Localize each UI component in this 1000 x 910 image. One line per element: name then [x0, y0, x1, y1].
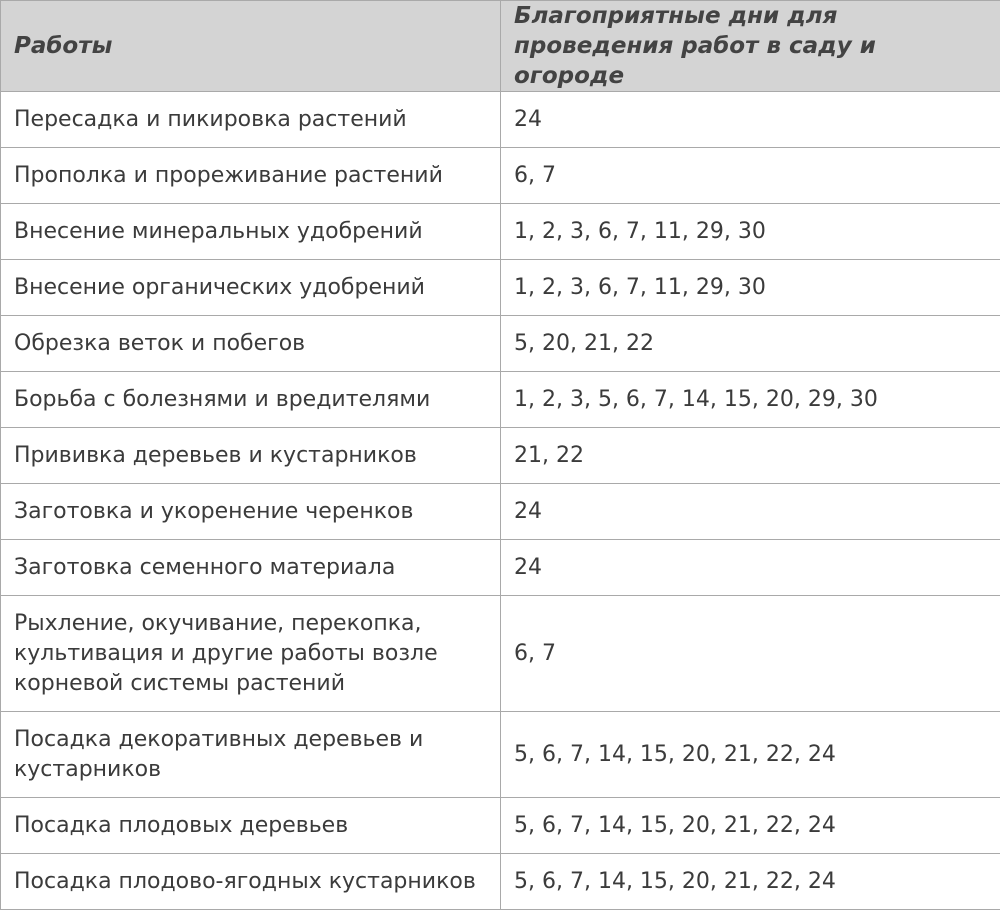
- days-cell: 5, 6, 7, 14, 15, 20, 21, 22, 24: [501, 854, 1000, 910]
- days-cell: 5, 20, 21, 22: [501, 316, 1000, 372]
- days-cell: 6, 7: [501, 596, 1000, 712]
- work-cell: Прививка деревьев и кустарников: [1, 428, 501, 484]
- days-cell: 1, 2, 3, 6, 7, 11, 29, 30: [501, 204, 1000, 260]
- days-cell: 6, 7: [501, 148, 1000, 204]
- work-cell: Рыхление, окучивание, перекопка, культивация и другие работы возле корневой системы растений: [1, 596, 501, 712]
- table-row: [1, 484, 1000, 540]
- work-cell: Обрезка веток и побегов: [1, 316, 501, 372]
- table-row: [1, 540, 1000, 596]
- days-cell: 1, 2, 3, 6, 7, 11, 29, 30: [501, 260, 1000, 316]
- table-row: [1, 148, 1000, 204]
- work-cell: Посадка декоративных деревьев и кустарников: [1, 712, 501, 798]
- table-row: [1, 712, 1000, 798]
- days-cell: 24: [501, 540, 1000, 596]
- table-row: [1, 316, 1000, 372]
- work-cell: Заготовка и укоренение черенков: [1, 484, 501, 540]
- work-cell: Борьба с болезнями и вредителями: [1, 372, 501, 428]
- header-favorable-days: Благоприятные дни для проведения работ в саду и огороде: [501, 1, 1000, 92]
- work-cell: Заготовка семенного материала: [1, 540, 501, 596]
- work-cell: Внесение минеральных удобрений: [1, 204, 501, 260]
- days-cell: 24: [501, 484, 1000, 540]
- table-row: [1, 204, 1000, 260]
- days-cell: 21, 22: [501, 428, 1000, 484]
- header-work: Работы: [1, 1, 501, 92]
- table-row: [1, 260, 1000, 316]
- table-row: [1, 372, 1000, 428]
- table-row: [1, 798, 1000, 854]
- work-cell: Посадка плодово-ягодных кустарников: [1, 854, 501, 910]
- table-row: [1, 428, 1000, 484]
- table-row: [1, 854, 1000, 910]
- table-row: [1, 596, 1000, 712]
- work-cell: Прополка и прореживание растений: [1, 148, 501, 204]
- days-cell: 1, 2, 3, 5, 6, 7, 14, 15, 20, 29, 30: [501, 372, 1000, 428]
- days-cell: 5, 6, 7, 14, 15, 20, 21, 22, 24: [501, 712, 1000, 798]
- table-header-row: [1, 1, 1000, 92]
- work-cell: Внесение органических удобрений: [1, 260, 501, 316]
- table-row: [1, 92, 1000, 148]
- work-cell: Пересадка и пикировка растений: [1, 92, 501, 148]
- work-cell: Посадка плодовых деревьев: [1, 798, 501, 854]
- days-cell: 24: [501, 92, 1000, 148]
- days-cell: 5, 6, 7, 14, 15, 20, 21, 22, 24: [501, 798, 1000, 854]
